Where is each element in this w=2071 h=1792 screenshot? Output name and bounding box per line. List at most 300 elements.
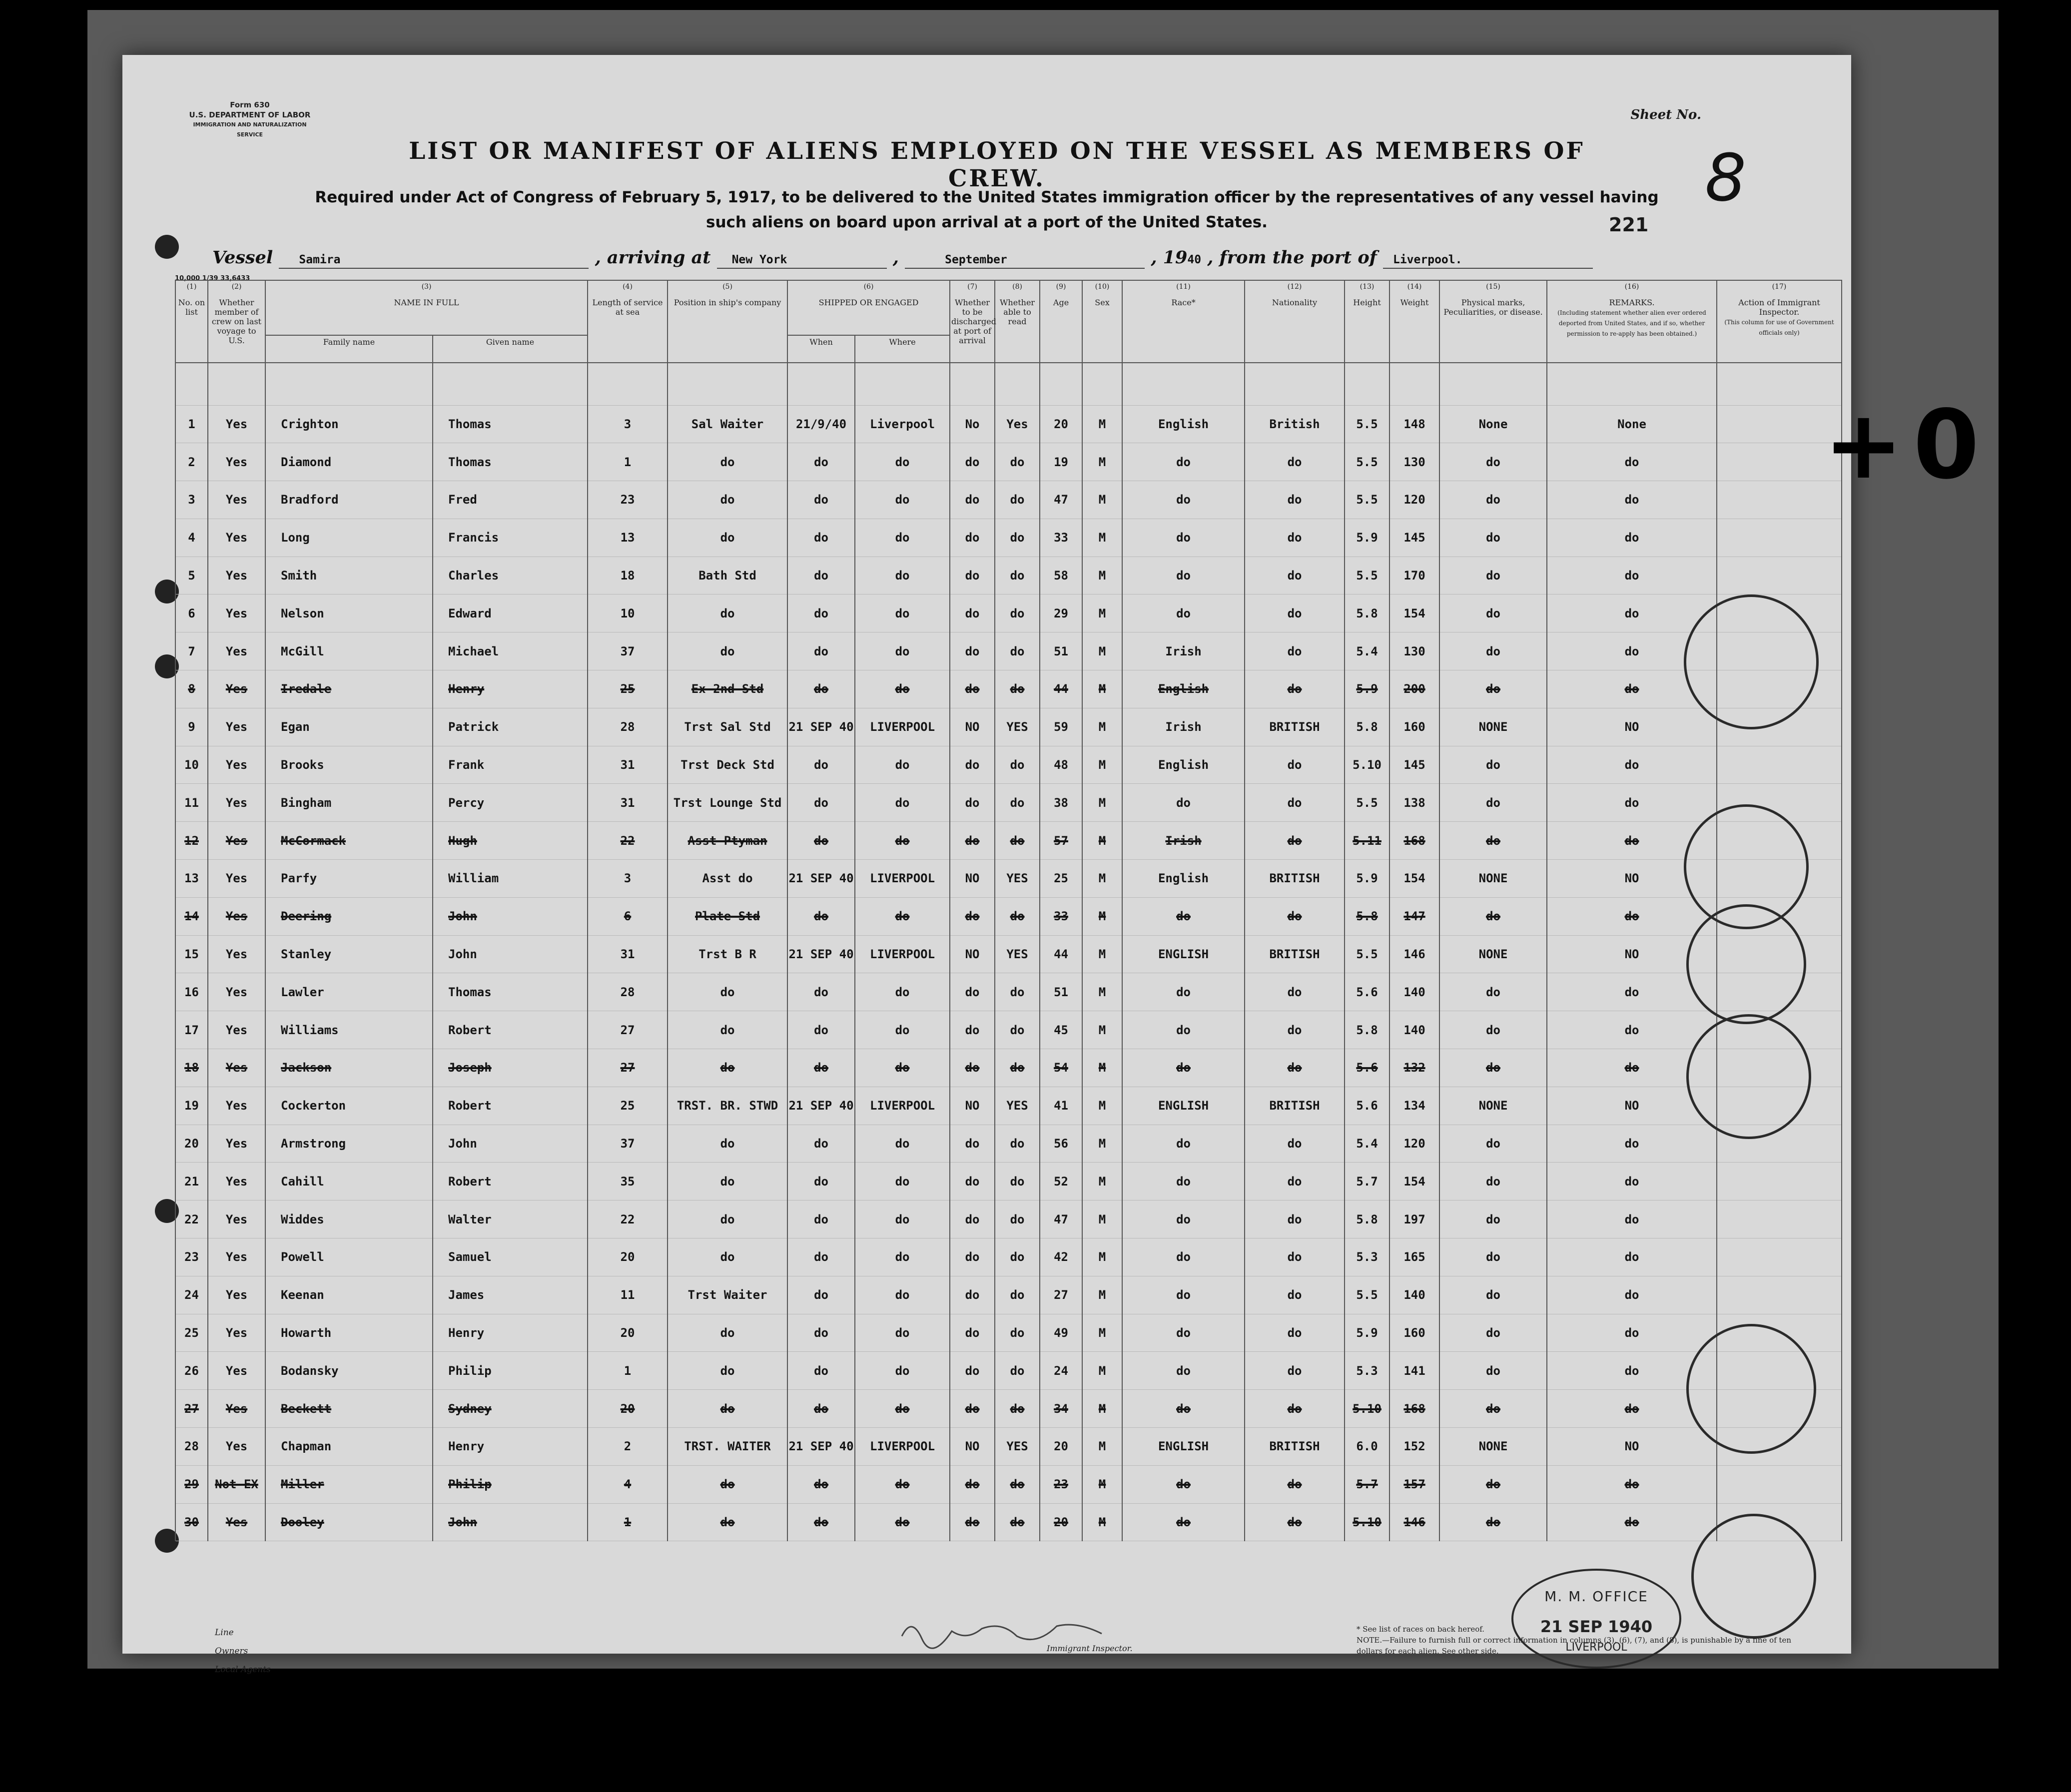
consulate-stamp bbox=[1686, 904, 1806, 1024]
cell-height: 5.8 bbox=[1345, 1200, 1389, 1238]
table-row bbox=[175, 1087, 1842, 1125]
cell-given: John bbox=[433, 897, 588, 935]
cell-given: Edward bbox=[433, 595, 588, 632]
cell-member: Yes bbox=[208, 1314, 265, 1352]
cell-sex: M bbox=[1082, 746, 1122, 784]
cell-physical: do bbox=[1439, 784, 1547, 822]
cell-discharged: do bbox=[950, 1238, 995, 1276]
cell-height: 5.5 bbox=[1345, 405, 1389, 443]
year-suffix: 40 bbox=[1187, 253, 1202, 266]
cell-where: LIVERPOOL bbox=[855, 1087, 950, 1125]
cell-height: 5.5 bbox=[1345, 784, 1389, 822]
cell-remarks: do bbox=[1547, 1125, 1717, 1163]
cell-age: 38 bbox=[1040, 784, 1082, 822]
cell-length: 28 bbox=[588, 708, 668, 746]
cell-height: 5.9 bbox=[1345, 1314, 1389, 1352]
table-row bbox=[175, 405, 1842, 443]
cell-sex: M bbox=[1082, 557, 1122, 595]
cell-member: Yes bbox=[208, 632, 265, 670]
header-height: (13) Height bbox=[1345, 280, 1389, 363]
cell-age: 44 bbox=[1040, 935, 1082, 973]
cell-physical: do bbox=[1439, 557, 1547, 595]
cell-sex: M bbox=[1082, 822, 1122, 860]
cell-member: Yes bbox=[208, 443, 265, 481]
cell-height: 5.6 bbox=[1345, 973, 1389, 1011]
cell-no: 19 bbox=[175, 1087, 208, 1125]
header-no: (1) No. on list bbox=[175, 280, 208, 363]
cell-where: do bbox=[855, 1503, 950, 1541]
table-row bbox=[175, 1390, 1842, 1428]
cell-length: 20 bbox=[588, 1390, 668, 1428]
cell-discharged: do bbox=[950, 1200, 995, 1238]
cell-weight: 140 bbox=[1389, 1011, 1439, 1049]
cell-age: 58 bbox=[1040, 557, 1082, 595]
header-row bbox=[175, 280, 1842, 335]
cell-sex: M bbox=[1082, 935, 1122, 973]
sheet-number: 8 bbox=[1705, 140, 1746, 216]
cell-when: do bbox=[787, 481, 855, 519]
cell-when: 21 SEP 40 bbox=[787, 935, 855, 973]
cell-sex: M bbox=[1082, 595, 1122, 632]
cell-nationality: do bbox=[1245, 1503, 1345, 1541]
cell-length: 22 bbox=[588, 822, 668, 860]
cell-physical: NONE bbox=[1439, 708, 1547, 746]
cell-no: 18 bbox=[175, 1049, 208, 1087]
cell-family: McGill bbox=[265, 632, 433, 670]
table-row bbox=[175, 973, 1842, 1011]
cell-length: 20 bbox=[588, 1314, 668, 1352]
cell-discharged: do bbox=[950, 1276, 995, 1314]
cell-nationality: do bbox=[1245, 519, 1345, 557]
cell-sex: M bbox=[1082, 1200, 1122, 1238]
cell-when: do bbox=[787, 595, 855, 632]
cell-no: 20 bbox=[175, 1125, 208, 1163]
cell-discharged: do bbox=[950, 1011, 995, 1049]
cell-physical: do bbox=[1439, 443, 1547, 481]
cell-family: Keenan bbox=[265, 1276, 433, 1314]
cell-family: Chapman bbox=[265, 1428, 433, 1466]
table-row bbox=[175, 632, 1842, 670]
cell-position: do bbox=[668, 595, 787, 632]
cell-no: 24 bbox=[175, 1276, 208, 1314]
cell-remarks: do bbox=[1547, 1163, 1717, 1200]
cell-height: 5.7 bbox=[1345, 1163, 1389, 1200]
cell-height: 5.6 bbox=[1345, 1087, 1389, 1125]
cell-when: do bbox=[787, 1352, 855, 1390]
cell-no: 12 bbox=[175, 822, 208, 860]
cell-sex: M bbox=[1082, 1087, 1122, 1125]
cell-length: 4 bbox=[588, 1465, 668, 1503]
cell-position: do bbox=[668, 1125, 787, 1163]
cell-race: do bbox=[1122, 1125, 1245, 1163]
header-shipped: (6) SHIPPED OR ENGAGED bbox=[787, 280, 950, 335]
cell-physical: do bbox=[1439, 897, 1547, 935]
punch-hole bbox=[155, 235, 179, 259]
cell-discharged: NO bbox=[950, 860, 995, 898]
cell-when: do bbox=[787, 1276, 855, 1314]
cell-nationality: do bbox=[1245, 1200, 1345, 1238]
cell-sex: M bbox=[1082, 405, 1122, 443]
cell-physical: do bbox=[1439, 1163, 1547, 1200]
cell-when: do bbox=[787, 1011, 855, 1049]
cell-no: 6 bbox=[175, 595, 208, 632]
cell-given: Joseph bbox=[433, 1049, 588, 1087]
cell-member: Yes bbox=[208, 1125, 265, 1163]
cell-nationality: do bbox=[1245, 897, 1345, 935]
cell-position: do bbox=[668, 1238, 787, 1276]
cell-read: do bbox=[995, 897, 1040, 935]
cell-member: Yes bbox=[208, 519, 265, 557]
header-given-name: Given name bbox=[433, 335, 588, 363]
cell-position: Trst Lounge Std bbox=[668, 784, 787, 822]
cell-nationality: BRITISH bbox=[1245, 708, 1345, 746]
cell-physical: NONE bbox=[1439, 1087, 1547, 1125]
cell-race: do bbox=[1122, 1200, 1245, 1238]
cell-given: Charles bbox=[433, 557, 588, 595]
cell-age: 33 bbox=[1040, 519, 1082, 557]
cell-position: Trst B R bbox=[668, 935, 787, 973]
page-title: LIST OR MANIFEST OF ALIENS EMPLOYED ON THE VESSEL AS MEMBERS OF CREW. bbox=[409, 137, 1585, 192]
cell-action bbox=[1717, 481, 1842, 519]
cell-nationality: do bbox=[1245, 443, 1345, 481]
stamp-date-text: 21 SEP 1940 bbox=[1540, 1617, 1653, 1636]
cell-action bbox=[1717, 1238, 1842, 1276]
cell-height: 6.0 bbox=[1345, 1428, 1389, 1466]
cell-weight: 165 bbox=[1389, 1238, 1439, 1276]
cell-read: do bbox=[995, 1465, 1040, 1503]
cell-weight: 152 bbox=[1389, 1428, 1439, 1466]
cell-physical: NONE bbox=[1439, 860, 1547, 898]
cell-member: Yes bbox=[208, 1352, 265, 1390]
year-prefix: , 19 bbox=[1151, 247, 1188, 268]
table-row bbox=[175, 1276, 1842, 1314]
cell-no: 8 bbox=[175, 670, 208, 708]
cell-height: 5.6 bbox=[1345, 1049, 1389, 1087]
cell-physical: do bbox=[1439, 1276, 1547, 1314]
cell-given: Philip bbox=[433, 1352, 588, 1390]
cell-remarks: NO bbox=[1547, 708, 1717, 746]
cell-weight: 145 bbox=[1389, 519, 1439, 557]
cell-weight: 168 bbox=[1389, 1390, 1439, 1428]
cell-family: Diamond bbox=[265, 443, 433, 481]
table-row bbox=[175, 1314, 1842, 1352]
cell-given: Thomas bbox=[433, 973, 588, 1011]
cell-nationality: do bbox=[1245, 1390, 1345, 1428]
cell-race: do bbox=[1122, 1503, 1245, 1541]
cell-length: 18 bbox=[588, 557, 668, 595]
cell-height: 5.7 bbox=[1345, 1465, 1389, 1503]
cell-weight: 160 bbox=[1389, 708, 1439, 746]
consulate-stamp bbox=[1686, 1324, 1816, 1454]
cell-read: do bbox=[995, 632, 1040, 670]
cell-race: do bbox=[1122, 1163, 1245, 1200]
cell-discharged: NO bbox=[950, 1428, 995, 1466]
cell-weight: 141 bbox=[1389, 1352, 1439, 1390]
cell-no: 2 bbox=[175, 443, 208, 481]
cell-race: do bbox=[1122, 973, 1245, 1011]
cell-height: 5.3 bbox=[1345, 1238, 1389, 1276]
table-row bbox=[175, 1011, 1842, 1049]
mm-office-stamp bbox=[1511, 1569, 1681, 1669]
cell-length: 25 bbox=[588, 670, 668, 708]
table-row bbox=[175, 670, 1842, 708]
cell-read: YES bbox=[995, 935, 1040, 973]
cell-action bbox=[1717, 1276, 1842, 1314]
cell-no: 23 bbox=[175, 1238, 208, 1276]
cell-race: English bbox=[1122, 670, 1245, 708]
table-row bbox=[175, 746, 1842, 784]
cell-remarks: do bbox=[1547, 557, 1717, 595]
cell-family: Cahill bbox=[265, 1163, 433, 1200]
cell-remarks: do bbox=[1547, 784, 1717, 822]
cell-race: do bbox=[1122, 784, 1245, 822]
cell-sex: M bbox=[1082, 708, 1122, 746]
cell-height: 5.5 bbox=[1345, 443, 1389, 481]
cell-action bbox=[1717, 1465, 1842, 1503]
cell-no: 22 bbox=[175, 1200, 208, 1238]
cell-weight: 145 bbox=[1389, 746, 1439, 784]
cell-family: Armstrong bbox=[265, 1125, 433, 1163]
cell-family: Nelson bbox=[265, 595, 433, 632]
cell-remarks: None bbox=[1547, 405, 1717, 443]
page-subtitle: Required under Act of Congress of February 5, 1917, to be delivered to the United States immigration officer by the representatives of any vessel having such aliens on board upon arrival at a port of the United States. bbox=[315, 188, 1659, 231]
cell-nationality: do bbox=[1245, 632, 1345, 670]
header-family-name: Family name bbox=[265, 335, 433, 363]
cell-weight: 120 bbox=[1389, 1125, 1439, 1163]
cell-family: Bodansky bbox=[265, 1352, 433, 1390]
cell-discharged: NO bbox=[950, 708, 995, 746]
cell-family: Lawler bbox=[265, 973, 433, 1011]
cell-age: 48 bbox=[1040, 746, 1082, 784]
cell-weight: 130 bbox=[1389, 632, 1439, 670]
cell-discharged: do bbox=[950, 1049, 995, 1087]
cell-height: 5.9 bbox=[1345, 860, 1389, 898]
cell-age: 23 bbox=[1040, 1465, 1082, 1503]
cell-where: do bbox=[855, 1465, 950, 1503]
cell-height: 5.8 bbox=[1345, 897, 1389, 935]
cell-height: 5.8 bbox=[1345, 1011, 1389, 1049]
arrival-port: New York bbox=[731, 253, 787, 266]
cell-no: 4 bbox=[175, 519, 208, 557]
cell-nationality: do bbox=[1245, 595, 1345, 632]
vessel-name: Samira bbox=[299, 253, 341, 266]
inspector-label: Immigrant Inspector. bbox=[1047, 1644, 1133, 1653]
cell-length: 3 bbox=[588, 405, 668, 443]
table-row bbox=[175, 557, 1842, 595]
cell-weight: 154 bbox=[1389, 1163, 1439, 1200]
cell-race: do bbox=[1122, 595, 1245, 632]
cell-action bbox=[1717, 519, 1842, 557]
cell-given: Robert bbox=[433, 1011, 588, 1049]
table-row bbox=[175, 822, 1842, 860]
cell-when: do bbox=[787, 1465, 855, 1503]
cell-discharged: do bbox=[950, 822, 995, 860]
cell-when: do bbox=[787, 519, 855, 557]
sheet-number-label: Sheet No. bbox=[1630, 107, 1701, 122]
cell-position: do bbox=[668, 1200, 787, 1238]
cell-where: do bbox=[855, 1200, 950, 1238]
cell-given: John bbox=[433, 1125, 588, 1163]
cell-discharged: do bbox=[950, 897, 995, 935]
cell-where: LIVERPOOL bbox=[855, 1428, 950, 1466]
cell-no: 10 bbox=[175, 746, 208, 784]
cell-race: do bbox=[1122, 443, 1245, 481]
table-row bbox=[175, 1163, 1842, 1200]
cell-read: do bbox=[995, 443, 1040, 481]
cell-sex: M bbox=[1082, 1163, 1122, 1200]
header-sex: (10) Sex bbox=[1082, 280, 1122, 363]
cell-sex: M bbox=[1082, 860, 1122, 898]
header-member: (2) Whether member of crew on last voyage to U.S. bbox=[208, 280, 265, 363]
cell-read: do bbox=[995, 822, 1040, 860]
cell-member: Yes bbox=[208, 595, 265, 632]
cell-remarks: do bbox=[1547, 746, 1717, 784]
cell-nationality: BRITISH bbox=[1245, 935, 1345, 973]
cell-family: Howarth bbox=[265, 1314, 433, 1352]
cell-family: Cockerton bbox=[265, 1087, 433, 1125]
cell-remarks: NO bbox=[1547, 935, 1717, 973]
cell-height: 5.3 bbox=[1345, 1352, 1389, 1390]
cell-nationality: do bbox=[1245, 1352, 1345, 1390]
cell-weight: 157 bbox=[1389, 1465, 1439, 1503]
cell-nationality: do bbox=[1245, 670, 1345, 708]
cell-weight: 146 bbox=[1389, 1503, 1439, 1541]
cell-age: 24 bbox=[1040, 1352, 1082, 1390]
cell-member: Not EX bbox=[208, 1465, 265, 1503]
cell-position: TRST. BR. STWD bbox=[668, 1087, 787, 1125]
header-weight: (14) Weight bbox=[1389, 280, 1439, 363]
cell-given: Philip bbox=[433, 1465, 588, 1503]
cell-when: do bbox=[787, 670, 855, 708]
cell-when: do bbox=[787, 1238, 855, 1276]
margin-annotation: +0 bbox=[1824, 390, 1990, 500]
cell-remarks: do bbox=[1547, 443, 1717, 481]
cell-nationality: do bbox=[1245, 973, 1345, 1011]
cell-discharged: do bbox=[950, 670, 995, 708]
header-remarks: (16) REMARKS. (Including statement whether alien ever ordered deported from United States, and if so, whether permission to re-apply has been obtained.) bbox=[1547, 280, 1717, 363]
header-when: When bbox=[787, 335, 855, 363]
cell-given: Henry bbox=[433, 670, 588, 708]
cell-remarks: do bbox=[1547, 481, 1717, 519]
cell-physical: do bbox=[1439, 1465, 1547, 1503]
cell-height: 5.9 bbox=[1345, 519, 1389, 557]
cell-remarks: do bbox=[1547, 1276, 1717, 1314]
cell-no: 3 bbox=[175, 481, 208, 519]
cell-where: do bbox=[855, 481, 950, 519]
cell-when: do bbox=[787, 443, 855, 481]
cell-when: do bbox=[787, 1200, 855, 1238]
cell-no: 17 bbox=[175, 1011, 208, 1049]
cell-remarks: do bbox=[1547, 1011, 1717, 1049]
cell-age: 34 bbox=[1040, 1390, 1082, 1428]
cell-when: do bbox=[787, 557, 855, 595]
cell-nationality: do bbox=[1245, 822, 1345, 860]
cell-read: do bbox=[995, 973, 1040, 1011]
header-where: Where bbox=[855, 335, 950, 363]
cell-given: Samuel bbox=[433, 1238, 588, 1276]
cell-sex: M bbox=[1082, 973, 1122, 1011]
header-race: (11) Race* bbox=[1122, 280, 1245, 363]
cell-age: 47 bbox=[1040, 481, 1082, 519]
cell-race: do bbox=[1122, 1238, 1245, 1276]
cell-remarks: NO bbox=[1547, 1428, 1717, 1466]
cell-when: 21 SEP 40 bbox=[787, 1428, 855, 1466]
cell-read: do bbox=[995, 746, 1040, 784]
cell-remarks: do bbox=[1547, 1200, 1717, 1238]
cell-weight: 160 bbox=[1389, 1314, 1439, 1352]
cell-no: 13 bbox=[175, 860, 208, 898]
cell-member: Yes bbox=[208, 860, 265, 898]
cell-remarks: do bbox=[1547, 670, 1717, 708]
cell-length: 37 bbox=[588, 632, 668, 670]
cell-family: Stanley bbox=[265, 935, 433, 973]
cell-position: TRST. WAITER bbox=[668, 1428, 787, 1466]
cell-discharged: NO bbox=[950, 1087, 995, 1125]
header-action: (17) Action of Immigrant Inspector. (This column for use of Government officials only) bbox=[1717, 280, 1842, 363]
cell-given: Fred bbox=[433, 481, 588, 519]
cell-member: Yes bbox=[208, 1200, 265, 1238]
cell-given: Thomas bbox=[433, 405, 588, 443]
cell-discharged: do bbox=[950, 1314, 995, 1352]
cell-where: do bbox=[855, 1352, 950, 1390]
cell-discharged: do bbox=[950, 1390, 995, 1428]
table-row bbox=[175, 935, 1842, 973]
table-row bbox=[175, 1049, 1842, 1087]
reference-number: 221 bbox=[1609, 214, 1649, 236]
cell-physical: do bbox=[1439, 1200, 1547, 1238]
table-row bbox=[175, 1428, 1842, 1466]
cell-race: Irish bbox=[1122, 632, 1245, 670]
table-row bbox=[175, 897, 1842, 935]
cell-weight: 138 bbox=[1389, 784, 1439, 822]
cell-no: 5 bbox=[175, 557, 208, 595]
cell-physical: do bbox=[1439, 595, 1547, 632]
cell-age: 19 bbox=[1040, 443, 1082, 481]
consulate-stamp bbox=[1691, 1514, 1816, 1639]
header-nationality: (12) Nationality bbox=[1245, 280, 1345, 363]
cell-no: 14 bbox=[175, 897, 208, 935]
cell-length: 3 bbox=[588, 860, 668, 898]
cell-given: William bbox=[433, 860, 588, 898]
from-label: , from the port of bbox=[1207, 247, 1377, 268]
cell-weight: 154 bbox=[1389, 595, 1439, 632]
cell-family: Williams bbox=[265, 1011, 433, 1049]
cell-when: 21 SEP 40 bbox=[787, 860, 855, 898]
cell-physical: do bbox=[1439, 1314, 1547, 1352]
cell-weight: 140 bbox=[1389, 1276, 1439, 1314]
cell-position: do bbox=[668, 481, 787, 519]
cell-read: Yes bbox=[995, 405, 1040, 443]
cell-position: do bbox=[668, 632, 787, 670]
cell-sex: M bbox=[1082, 784, 1122, 822]
cell-family: Jackson bbox=[265, 1049, 433, 1087]
cell-race: do bbox=[1122, 1390, 1245, 1428]
cell-height: 5.5 bbox=[1345, 1276, 1389, 1314]
cell-position: do bbox=[668, 1163, 787, 1200]
cell-when: do bbox=[787, 746, 855, 784]
cell-remarks: do bbox=[1547, 1314, 1717, 1352]
department-label: U.S. DEPARTMENT OF LABOR bbox=[189, 110, 311, 119]
cell-read: YES bbox=[995, 1087, 1040, 1125]
cell-family: Smith bbox=[265, 557, 433, 595]
cell-given: Thomas bbox=[433, 443, 588, 481]
cell-physical: do bbox=[1439, 746, 1547, 784]
cell-action bbox=[1717, 443, 1842, 481]
cell-where: Liverpool bbox=[855, 405, 950, 443]
cell-sex: M bbox=[1082, 1390, 1122, 1428]
cell-member: Yes bbox=[208, 1163, 265, 1200]
cell-read: YES bbox=[995, 860, 1040, 898]
